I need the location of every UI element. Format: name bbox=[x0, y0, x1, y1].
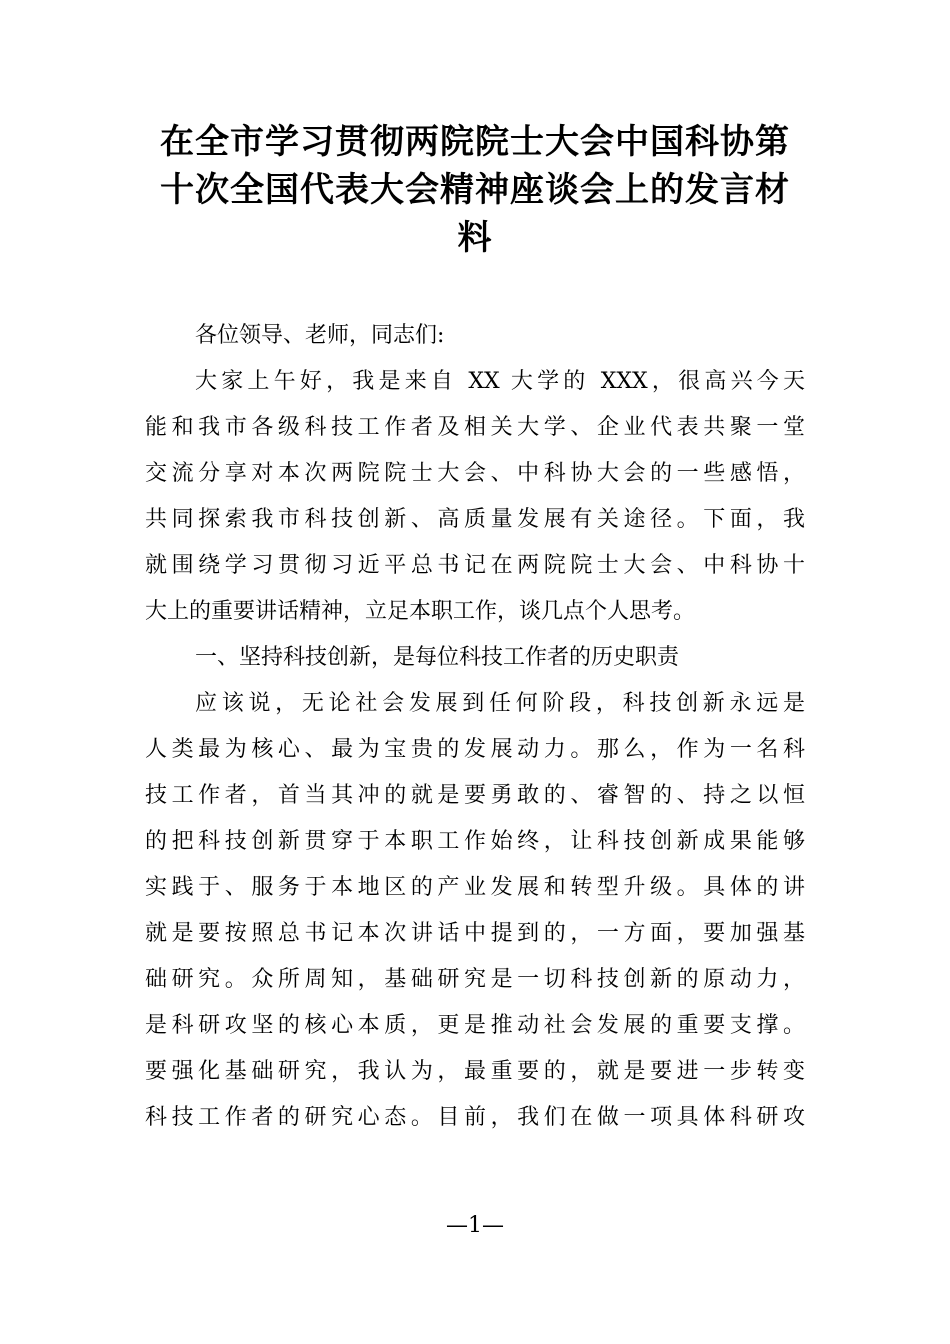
body-line: 础研究。众所周知，基础研究是一切科技创新的原动力， bbox=[145, 967, 805, 992]
body-line: 就围绕学习贯彻习近平总书记在两院院士大会、中科协十 bbox=[145, 553, 805, 578]
salutation: 各位领导、老师，同志们: bbox=[195, 323, 445, 348]
body-line: 科技工作者的研究心态。目前，我们在做一项具体科研攻 bbox=[145, 1105, 805, 1130]
body-line: 人类最为核心、最为宝贵的发展动力。那么，作为一名科 bbox=[145, 737, 805, 762]
body-line: 大上的重要讲话精神，立足本职工作，谈几点个人思考。 bbox=[145, 599, 696, 624]
body-line: 应该说，无论社会发展到任何阶段，科技创新永远是 bbox=[195, 691, 805, 716]
body-line: 能和我市各级科技工作者及相关大学、企业代表共聚一堂 bbox=[145, 415, 805, 440]
document-body bbox=[145, 313, 805, 1141]
body-line: 要强化基础研究，我认为，最重要的，就是要进一步转变 bbox=[145, 1059, 805, 1084]
body-line: 的把科技创新贯穿于本职工作始终，让科技创新成果能够 bbox=[145, 829, 805, 854]
body-line: 是科研攻坚的核心本质，更是推动社会发展的重要支撑。 bbox=[145, 1013, 805, 1038]
body-line: 就是要按照总书记本次讲话中提到的，一方面，要加强基 bbox=[145, 921, 805, 946]
section-heading: 一、坚持科技创新，是每位科技工作者的历史职责 bbox=[195, 645, 680, 670]
body-line: 实践于、服务于本地区的产业发展和转型升级。具体的讲 bbox=[145, 875, 805, 900]
body-line: 交流分享对本次两院院士大会、中科协大会的一些感悟， bbox=[145, 461, 805, 486]
document-title bbox=[145, 118, 805, 262]
title-line: 在全市学习贯彻两院院士大会中国科协第 bbox=[160, 122, 790, 162]
body-line: 大家上午好，我是来自 XX 大学的 XXX，很高兴今天 bbox=[195, 369, 805, 394]
body-line: 技工作者，首当其冲的就是要勇敢的、睿智的、持之以恒 bbox=[145, 783, 805, 808]
body-line: 共同探索我市科技创新、高质量发展有关途径。下面，我 bbox=[145, 507, 805, 532]
page-number: —1— bbox=[446, 1213, 504, 1238]
title-line: 十次全国代表大会精神座谈会上的发言材 bbox=[160, 170, 790, 210]
title-line: 料 bbox=[457, 218, 493, 258]
